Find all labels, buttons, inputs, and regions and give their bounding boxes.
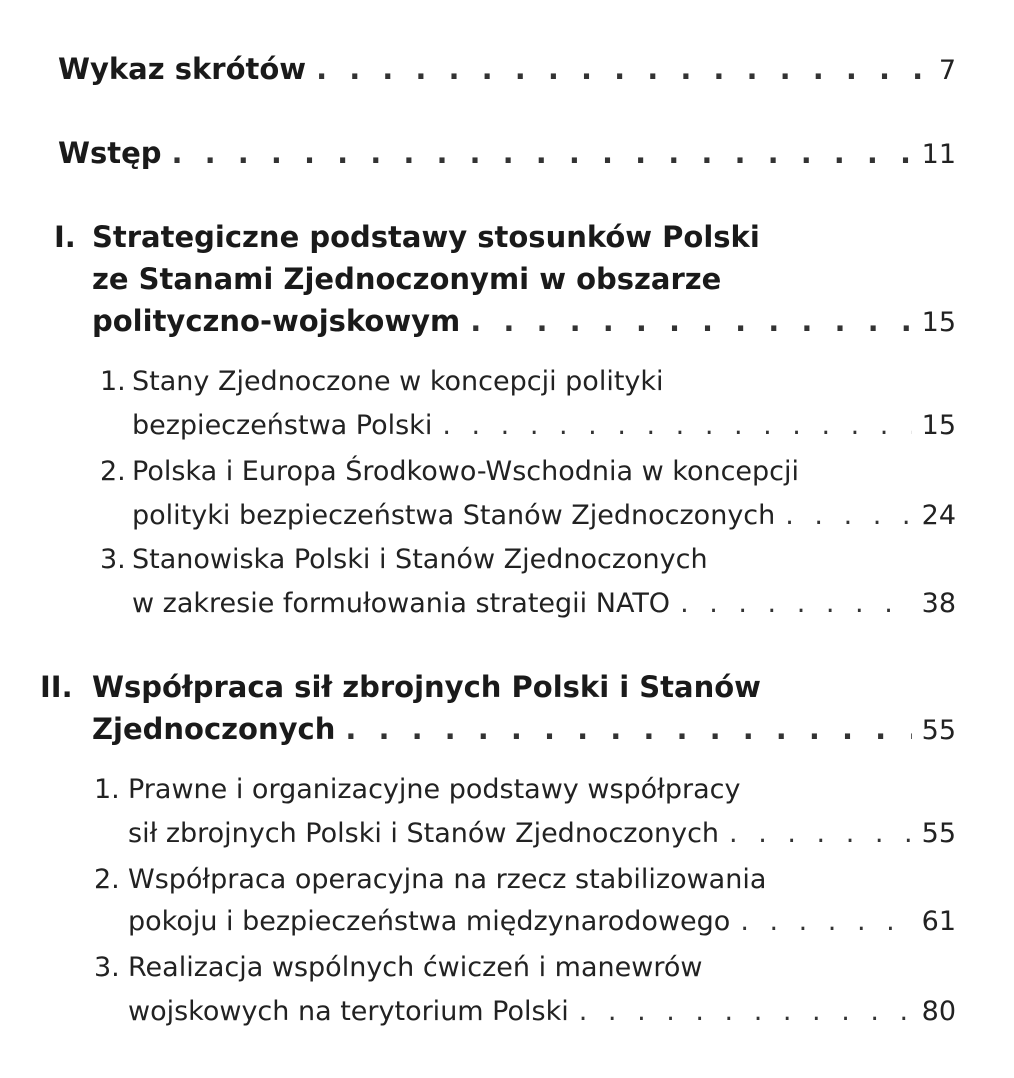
section-title-line: Współpraca operacyjna na rzecz stabilizowania	[128, 864, 767, 895]
chapter-title-line: polityczno-wojskowym	[92, 304, 461, 338]
chapter-number: I.	[54, 220, 76, 254]
chapter-title-line: Współpraca sił zbrojnych Polski i Stanów	[92, 670, 761, 704]
section-number: 3.	[94, 952, 120, 983]
dot-leader	[579, 996, 912, 1027]
section-title-line: polityki bezpieczeństwa Stanów Zjednoczonych	[132, 500, 776, 531]
section-number: 2.	[100, 456, 126, 487]
section-number: 2.	[94, 864, 120, 895]
chapter-title-line: Strategiczne podstawy stosunków Polski	[92, 220, 760, 254]
dot-leader	[680, 588, 912, 619]
toc-page-number: 55	[921, 715, 956, 746]
section-number: 1.	[94, 774, 120, 805]
dot-leader	[729, 818, 912, 849]
dot-leader	[785, 500, 911, 531]
toc-page-number: 61	[921, 906, 956, 937]
toc-page-number: 55	[921, 818, 956, 849]
dot-leader	[740, 906, 911, 937]
section-title-line: pokoju i bezpieczeństwa międzynarodowego	[128, 906, 731, 937]
section-title-line: bezpieczeństwa Polski	[132, 410, 433, 441]
chapter-number: II.	[40, 670, 73, 704]
section-title-line: sił zbrojnych Polski i Stanów Zjednoczonych	[128, 818, 720, 849]
section-title-line: Polska i Europa Środkowo-Wschodnia w koncepcji	[132, 456, 800, 487]
toc-page-number: 7	[938, 55, 956, 86]
toc-page-number: 11	[921, 139, 956, 170]
toc-page-number: 80	[921, 996, 956, 1027]
dot-leader	[345, 712, 911, 746]
section-title-line: w zakresie formułowania strategii NATO	[132, 588, 671, 619]
section-title-line: wojskowych na terytorium Polski	[128, 996, 569, 1027]
toc-entry-title: Wykaz skrótów	[58, 52, 307, 86]
toc-page-number: 38	[921, 588, 956, 619]
section-title-line: Stanowiska Polski i Stanów Zjednoczonych	[132, 544, 708, 575]
dot-leader	[172, 136, 912, 170]
toc-entry-title: Wstęp	[58, 136, 162, 170]
section-number: 1.	[100, 366, 126, 397]
toc-page-number: 15	[921, 410, 956, 441]
section-title-line: Realizacja wspólnych ćwiczeń i manewrów	[128, 952, 703, 983]
section-number: 3.	[100, 544, 126, 575]
dot-leader	[316, 52, 929, 86]
section-title-line: Prawne i organizacyjne podstawy współpracy	[128, 774, 741, 805]
chapter-title-line: Zjednoczonych	[92, 712, 336, 746]
dot-leader	[442, 410, 911, 441]
toc-page-number: 24	[921, 500, 956, 531]
toc-page-number: 15	[921, 307, 956, 338]
dot-leader	[470, 304, 911, 338]
chapter-title-line: ze Stanami Zjednoczonymi w obszarze	[92, 262, 722, 296]
section-title-line: Stany Zjednoczone w koncepcji polityki	[132, 366, 664, 397]
